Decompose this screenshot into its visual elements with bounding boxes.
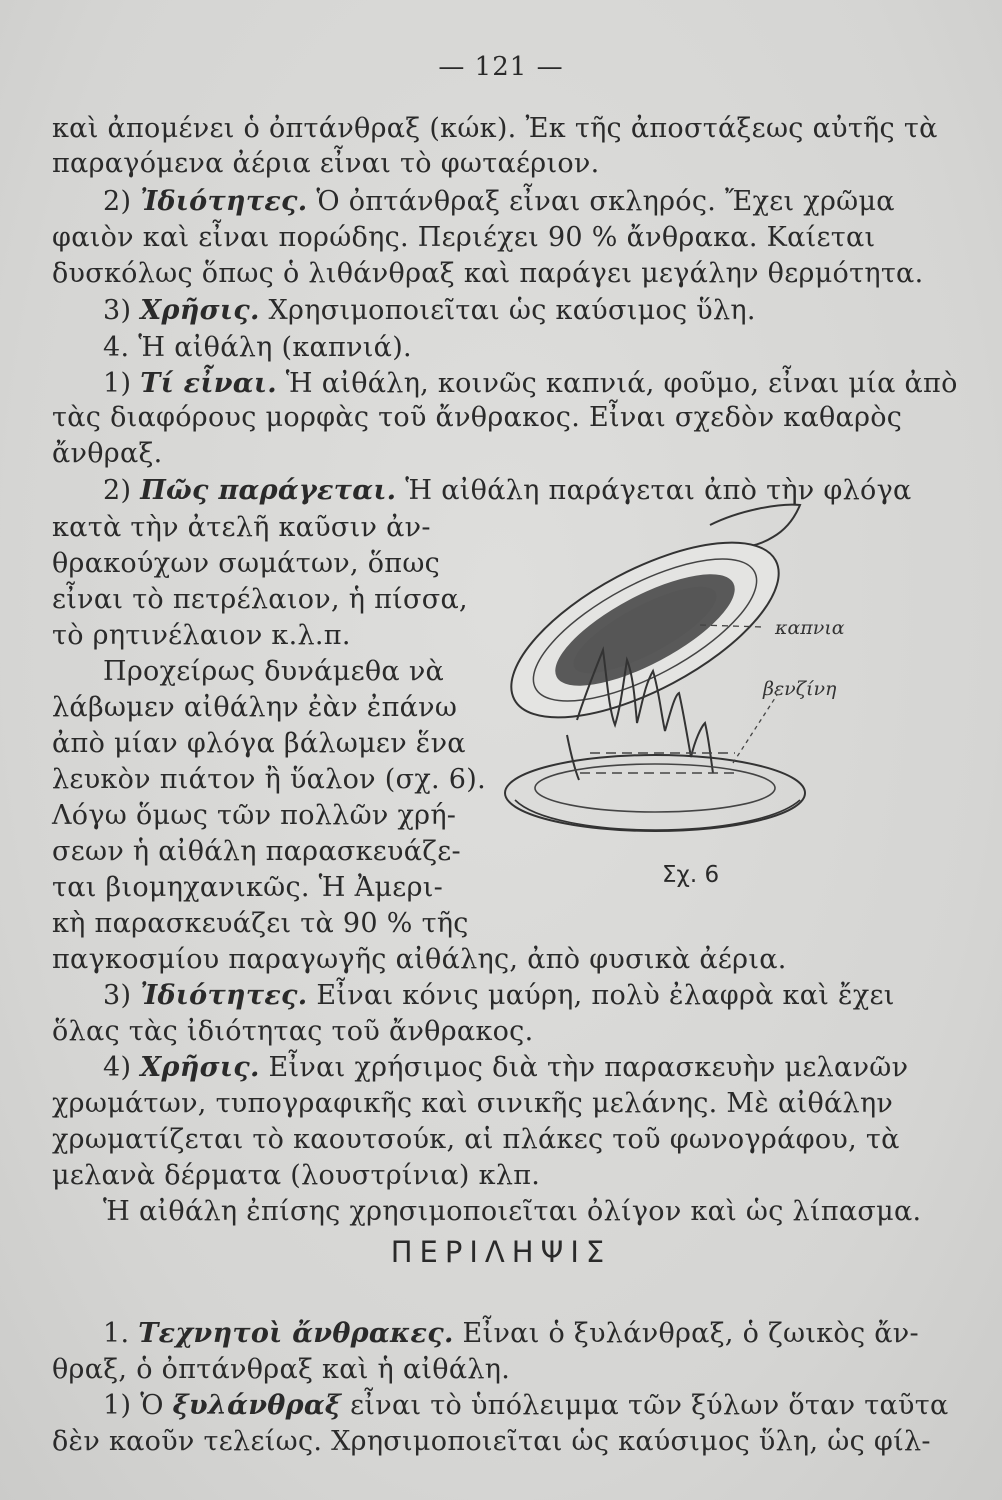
text-line: κατὰ τὴν ἀτελῆ καῦσιν ἀν-	[52, 512, 431, 543]
figure-soot-illustration	[495, 495, 915, 895]
text-line: τὸ ρητινέλαιον κ.λ.π.	[52, 620, 351, 651]
section-title: Τί εἶναι.	[140, 368, 277, 399]
page-number: — 121 —	[438, 52, 564, 82]
section-title: Τεχνητοὶ ἄνθρακες.	[138, 1318, 454, 1349]
text-fragment: 1.	[103, 1318, 139, 1349]
text-line: φαιὸν καὶ εἶναι πορώδης. Περιέχει 90 % ἄνθρακα. Καίεται	[52, 222, 876, 253]
section-title: Ἰδιότητες.	[140, 186, 308, 217]
text-line: χρωμάτων, τυπογραφικῆς καὶ σινικῆς μελάνης. Μὲ αἰθάλην	[52, 1088, 894, 1119]
text-fragment: Εἶναι ὁ ξυλάνθραξ, ὁ ζωικὸς ἄν-	[453, 1318, 919, 1349]
text-line: παγκοσμίου παραγωγῆς αἰθάλης, ἀπὸ φυσικὰ ἀέρια.	[52, 944, 787, 975]
text-line: Προχείρως δυνάμεθα νὰ	[103, 656, 445, 687]
subsection-heading: 4. Ἡ αἰθάλη (καπνιά).	[103, 332, 412, 363]
text-fragment: εἶναι τὸ ὑπόλειμμα τῶν ξύλων ὅταν ταῦτα	[341, 1390, 949, 1421]
section-title: Χρῆσις.	[140, 1052, 260, 1083]
text-line: κὴ παρασκευάζει τὰ 90 % τῆς	[52, 908, 469, 939]
text-line: λευκὸν πιάτον ἢ ὕαλον (σχ. 6).	[52, 764, 486, 795]
text-line: μελανὰ δέρματα (λουστρίνια) κλπ.	[52, 1160, 541, 1191]
text-line	[103, 1318, 919, 1350]
text-line	[103, 980, 895, 1012]
text-line: σεων ἡ αἰθάλη παρασκευάζε-	[52, 836, 461, 867]
text-fragment: 4)	[103, 1052, 141, 1083]
text-fragment: Εἶναι χρήσιμος διὰ τὴν παρασκευὴν μελανῶν	[259, 1052, 909, 1083]
text-line: εἶναι τὸ πετρέλαιον, ἡ πίσσα,	[52, 584, 468, 615]
text-line: δὲν καοῦν τελείως. Χρησιμοποιεῖται ὡς καύσιμος ὕλη, ὡς φίλ-	[52, 1426, 931, 1457]
text-fragment: 2)	[103, 186, 141, 217]
summary-heading: ΠΕΡΙΛΗΨΙΣ	[390, 1235, 612, 1269]
text-line: τὰς διαφόρους μορφὰς τοῦ ἄνθρακος. Εἶναι σχεδὸν καθαρὸς	[52, 402, 903, 433]
text-line: θραξ, ὁ ὀπτάνθραξ καὶ ἡ αἰθάλη.	[52, 1354, 511, 1385]
text-fragment: Ὁ ὀπτάνθραξ εἶναι σκληρός. Ἔχει χρῶμα	[307, 186, 895, 217]
text-line	[103, 368, 958, 400]
text-line	[103, 295, 756, 327]
figure-caption: Σχ. 6	[662, 862, 720, 888]
text-line	[103, 186, 895, 218]
text-line: ἀπὸ μίαν φλόγα βάλωμεν ἕνα	[52, 728, 466, 759]
text-line: ὅλας τὰς ἰδιότητας τοῦ ἄνθρακος.	[52, 1016, 534, 1047]
section-title: ξυλάνθραξ	[172, 1390, 342, 1421]
section-title: Ἰδιότητες.	[140, 980, 308, 1011]
text-line: Λόγω ὅμως τῶν πολλῶν χρή-	[52, 800, 457, 831]
text-fragment: 3)	[103, 980, 141, 1011]
text-line	[103, 1390, 949, 1422]
text-line: δυσκόλως ὅπως ὁ λιθάνθραξ καὶ παράγει μεγάλην θερμότητα.	[52, 258, 924, 289]
text-fragment: 2)	[103, 475, 141, 506]
text-fragment: 1) Ὁ	[103, 1390, 173, 1421]
text-fragment: 3)	[103, 295, 141, 326]
text-line: Ἡ αἰθάλη ἐπίσης χρησιμοποιεῖται ὀλίγον καὶ ὡς λίπασμα.	[103, 1196, 922, 1227]
figure-label-soot: καπνια	[775, 617, 845, 639]
text-line: ἄνθραξ.	[52, 438, 163, 469]
section-title: Πῶς παράγεται.	[140, 475, 397, 506]
text-line: θρακούχων σωμάτων, ὅπως	[52, 548, 441, 579]
text-line: παραγόμενα ἀέρια εἶναι τὸ φωταέριον.	[52, 148, 600, 179]
figure-label-benzine: βενζίνη	[763, 678, 837, 700]
text-fragment: Ἡ αἰθάλη παράγεται ἀπὸ τὴν φλόγα	[396, 475, 912, 506]
text-line: καὶ ἀπομένει ὁ ὀπτάνθραξ (κώκ). Ἐκ τῆς ἀποστάξεως αὐτῆς τὰ	[52, 113, 938, 144]
text-line: χρωματίζεται τὸ καουτσούκ, αἱ πλάκες τοῦ φωνογράφου, τὰ	[52, 1124, 900, 1155]
text-fragment: Εἶναι κόνις μαύρη, πολὺ ἐλαφρὰ καὶ ἔχει	[307, 980, 895, 1011]
text-fragment: Χρησιμοποιεῖται ὡς καύσιμος ὕλη.	[259, 295, 756, 326]
text-line: ται βιομηχανικῶς. Ἡ Ἀμερι-	[52, 872, 444, 903]
section-title: Χρῆσις.	[140, 295, 260, 326]
text-line: λάβωμεν αἰθάλην ἐὰν ἐπάνω	[52, 692, 458, 723]
text-fragment: Ἡ αἰθάλη, κοινῶς καπνιά, φοῦμο, εἶναι μία ἀπὸ	[276, 368, 958, 399]
text-fragment: 1)	[103, 368, 141, 399]
text-line	[103, 1052, 908, 1084]
